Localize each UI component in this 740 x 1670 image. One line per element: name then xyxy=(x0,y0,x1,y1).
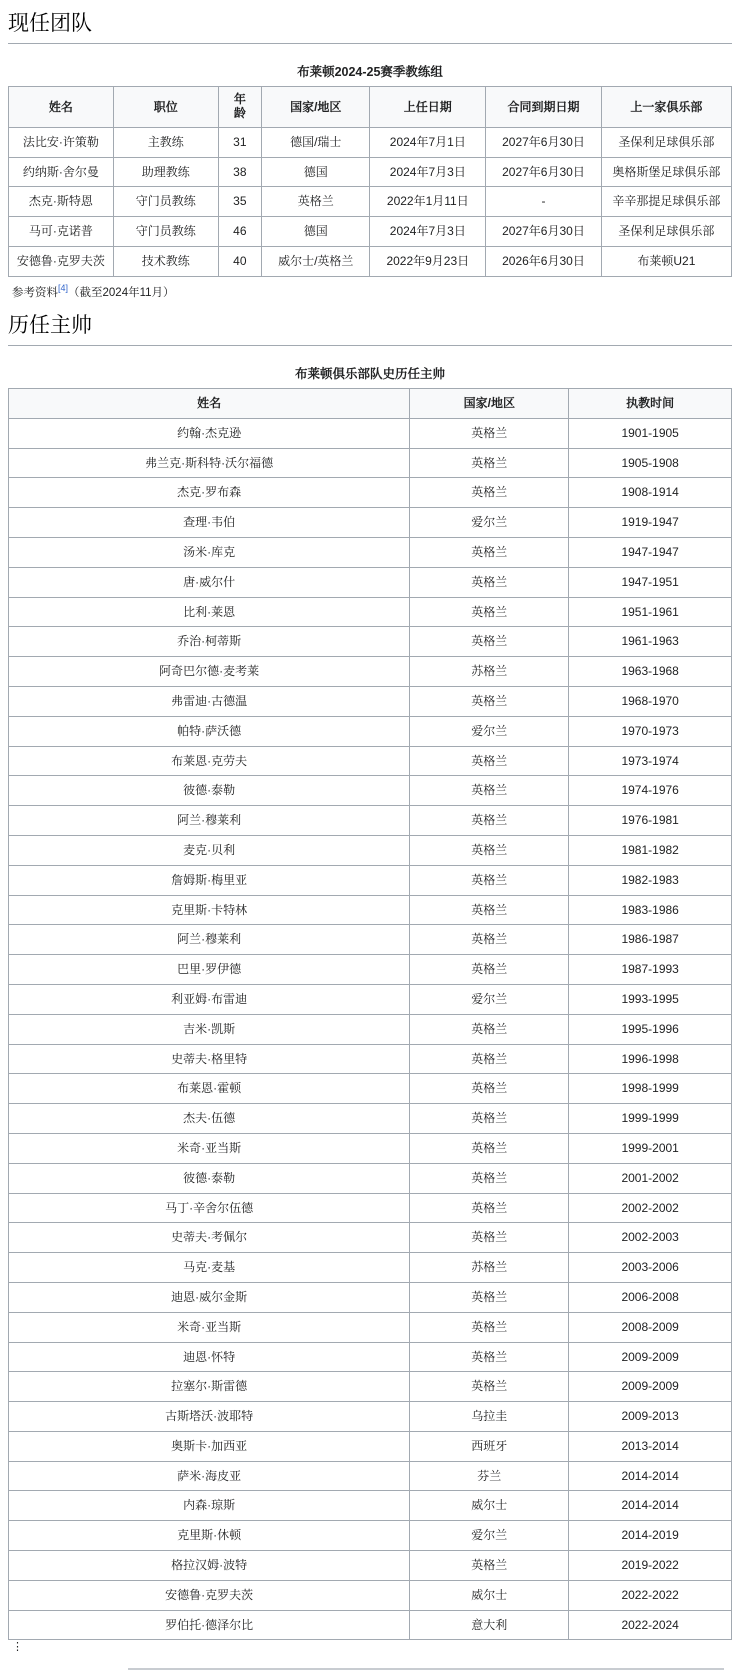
staff-nation: 德国 xyxy=(262,217,370,247)
staff-age: 35 xyxy=(218,187,261,217)
manager-nation: 英格兰 xyxy=(410,1074,569,1104)
staff-contract-end: 2027年6月30日 xyxy=(486,217,602,247)
table-row xyxy=(9,1521,732,1551)
manager-name: 比利·莱恩 xyxy=(9,597,410,627)
manager-name: 弗雷迪·古德温 xyxy=(9,686,410,716)
staff-role: 技术教练 xyxy=(113,247,218,277)
reference-link[interactable]: [4] xyxy=(58,282,69,293)
staff-contract-end: 2026年6月30日 xyxy=(486,247,602,277)
staff-contract-end: 2027年6月30日 xyxy=(486,127,602,157)
manager-years: 1968-1970 xyxy=(569,686,732,716)
staff-previous-club: 圣保利足球俱乐部 xyxy=(601,217,731,247)
manager-years: 2002-2002 xyxy=(569,1193,732,1223)
manager-years: 2022-2022 xyxy=(569,1580,732,1610)
former-managers-table-block xyxy=(8,360,732,1640)
column-header-manager-nation: 国家/地区 xyxy=(410,389,569,419)
staff-start-date: 2024年7月1日 xyxy=(370,127,486,157)
staff-age: 31 xyxy=(218,127,261,157)
staff-start-date: 2024年7月3日 xyxy=(370,157,486,187)
manager-years: 1974-1976 xyxy=(569,776,732,806)
table-row xyxy=(9,1491,732,1521)
manager-name: 巴里·罗伊德 xyxy=(9,955,410,985)
manager-name: 史蒂夫·考佩尔 xyxy=(9,1223,410,1253)
staff-start-date: 2024年7月3日 xyxy=(370,217,486,247)
manager-name: 马丁·辛舍尔伍德 xyxy=(9,1193,410,1223)
table-row xyxy=(9,1014,732,1044)
manager-nation: 苏格兰 xyxy=(410,1253,569,1283)
table-row xyxy=(9,806,732,836)
manager-nation: 西班牙 xyxy=(410,1431,569,1461)
staff-previous-club: 圣保利足球俱乐部 xyxy=(601,127,731,157)
table-row xyxy=(9,1461,732,1491)
table-row xyxy=(9,686,732,716)
manager-name: 阿奇巴尔德·麦考莱 xyxy=(9,657,410,687)
table-row xyxy=(9,1074,732,1104)
manager-nation: 爱尔兰 xyxy=(410,984,569,1014)
manager-nation: 英格兰 xyxy=(410,746,569,776)
manager-name: 安德鲁·克罗夫茨 xyxy=(9,1580,410,1610)
table-row xyxy=(9,418,732,448)
column-header-role: 职位 xyxy=(113,87,218,128)
manager-years: 1947-1951 xyxy=(569,567,732,597)
manager-nation: 爱尔兰 xyxy=(410,508,569,538)
manager-nation: 英格兰 xyxy=(410,1193,569,1223)
column-header-manager-years: 执教时间 xyxy=(569,389,732,419)
manager-name: 萨米·海皮亚 xyxy=(9,1461,410,1491)
manager-years: 2008-2009 xyxy=(569,1312,732,1342)
staff-role: 守门员教练 xyxy=(113,217,218,247)
table-row xyxy=(9,746,732,776)
staff-previous-club: 辛辛那提足球俱乐部 xyxy=(601,187,731,217)
staff-age: 40 xyxy=(218,247,261,277)
manager-nation: 英格兰 xyxy=(410,597,569,627)
manager-years: 1976-1981 xyxy=(569,806,732,836)
staff-start-date: 2022年1月11日 xyxy=(370,187,486,217)
table-row xyxy=(9,1282,732,1312)
manager-years: 1999-1999 xyxy=(569,1104,732,1134)
manager-name: 古斯塔沃·波耶特 xyxy=(9,1402,410,1432)
table-header-row xyxy=(9,87,732,128)
table-row xyxy=(9,1402,732,1432)
manager-nation: 英格兰 xyxy=(410,1014,569,1044)
manager-name: 查理·韦伯 xyxy=(9,508,410,538)
staff-name: 法比安·许策勒 xyxy=(9,127,114,157)
current-staff-table xyxy=(8,86,732,277)
table-row xyxy=(9,567,732,597)
manager-years: 2022-2024 xyxy=(569,1610,732,1640)
manager-years: 1981-1982 xyxy=(569,835,732,865)
manager-name: 汤米·库克 xyxy=(9,537,410,567)
column-header-age xyxy=(218,87,261,128)
manager-years: 1905-1908 xyxy=(569,448,732,478)
former-managers-table-body xyxy=(9,418,732,1640)
manager-years: 2019-2022 xyxy=(569,1551,732,1581)
manager-name: 利亚姆·布雷迪 xyxy=(9,984,410,1014)
reference-date: （截至2024年11月） xyxy=(68,286,175,299)
manager-years: 1963-1968 xyxy=(569,657,732,687)
manager-years: 2014-2019 xyxy=(569,1521,732,1551)
table-row xyxy=(9,955,732,985)
manager-name: 格拉汉姆·波特 xyxy=(9,1551,410,1581)
manager-name: 布莱恩·克劳夫 xyxy=(9,746,410,776)
manager-name: 内森·琼斯 xyxy=(9,1491,410,1521)
table-row xyxy=(9,1163,732,1193)
table-row xyxy=(9,1610,732,1640)
manager-name: 阿兰·穆莱利 xyxy=(9,925,410,955)
staff-role: 助理教练 xyxy=(113,157,218,187)
staff-previous-club: 奥格斯堡足球俱乐部 xyxy=(601,157,731,187)
staff-contract-end: 2027年6月30日 xyxy=(486,157,602,187)
table-row xyxy=(9,627,732,657)
current-staff-table-block xyxy=(8,58,732,301)
manager-years: 1961-1963 xyxy=(569,627,732,657)
manager-name: 彼德·泰勒 xyxy=(9,1163,410,1193)
manager-years: 1973-1974 xyxy=(569,746,732,776)
manager-nation: 英格兰 xyxy=(410,925,569,955)
table-row xyxy=(9,1044,732,1074)
manager-nation: 英格兰 xyxy=(410,1551,569,1581)
manager-years: 2002-2003 xyxy=(569,1223,732,1253)
manager-years: 1908-1914 xyxy=(569,478,732,508)
manager-name: 奥斯卡·加西亚 xyxy=(9,1431,410,1461)
table-row xyxy=(9,537,732,567)
manager-name: 克里斯·卡特林 xyxy=(9,895,410,925)
table-row xyxy=(9,1312,732,1342)
manager-nation: 英格兰 xyxy=(410,1342,569,1372)
manager-nation: 意大利 xyxy=(410,1610,569,1640)
manager-nation: 英格兰 xyxy=(410,895,569,925)
manager-nation: 英格兰 xyxy=(410,1163,569,1193)
manager-name: 米奇·亚当斯 xyxy=(9,1312,410,1342)
manager-nation: 英格兰 xyxy=(410,1312,569,1342)
manager-years: 2003-2006 xyxy=(569,1253,732,1283)
manager-name: 杰克·罗布森 xyxy=(9,478,410,508)
staff-previous-club: 布莱顿U21 xyxy=(601,247,731,277)
manager-nation: 英格兰 xyxy=(410,448,569,478)
manager-nation: 威尔士 xyxy=(410,1491,569,1521)
manager-years: 1998-1999 xyxy=(569,1074,732,1104)
staff-name: 约纳斯·舍尔曼 xyxy=(9,157,114,187)
column-header-manager-name: 姓名 xyxy=(9,389,410,419)
manager-years: 1951-1961 xyxy=(569,597,732,627)
reference-label: 参考资料 xyxy=(12,286,58,299)
table-row xyxy=(9,1253,732,1283)
manager-years: 1995-1996 xyxy=(569,1014,732,1044)
manager-nation: 英格兰 xyxy=(410,1223,569,1253)
manager-name: 吉米·凯斯 xyxy=(9,1014,410,1044)
manager-name: 史蒂夫·格里特 xyxy=(9,1044,410,1074)
manager-name: 米奇·亚当斯 xyxy=(9,1133,410,1163)
manager-nation: 苏格兰 xyxy=(410,657,569,687)
staff-age: 38 xyxy=(218,157,261,187)
manager-nation: 乌拉圭 xyxy=(410,1402,569,1432)
table-row xyxy=(9,1342,732,1372)
staff-nation: 英格兰 xyxy=(262,187,370,217)
manager-name: 帕特·萨沃德 xyxy=(9,716,410,746)
column-header-previous-club: 上一家俱乐部 xyxy=(601,87,731,128)
manager-years: 1901-1905 xyxy=(569,418,732,448)
table-row xyxy=(9,127,732,157)
manager-name: 迪恩·怀特 xyxy=(9,1342,410,1372)
manager-nation: 英格兰 xyxy=(410,1372,569,1402)
manager-nation: 英格兰 xyxy=(410,567,569,597)
table-row xyxy=(9,835,732,865)
manager-nation: 英格兰 xyxy=(410,1282,569,1312)
page-bottom-strip xyxy=(8,1640,732,1670)
truncation-indicator: ⋮ xyxy=(12,1641,23,1654)
table-row xyxy=(9,187,732,217)
manager-name: 约翰·杰克逊 xyxy=(9,418,410,448)
manager-nation: 爱尔兰 xyxy=(410,716,569,746)
former-managers-table-caption: 布莱顿俱乐部队史历任主帅 xyxy=(294,367,445,381)
manager-years: 2009-2013 xyxy=(569,1402,732,1432)
table-row xyxy=(9,247,732,277)
manager-years: 1999-2001 xyxy=(569,1133,732,1163)
table-row xyxy=(9,1223,732,1253)
manager-years: 1996-1998 xyxy=(569,1044,732,1074)
staff-age: 46 xyxy=(218,217,261,247)
table-row xyxy=(9,657,732,687)
manager-name: 弗兰克·斯科特·沃尔福德 xyxy=(9,448,410,478)
manager-nation: 英格兰 xyxy=(410,1044,569,1074)
column-header-age-line2: 龄 xyxy=(233,106,246,121)
manager-name: 罗伯托·德泽尔比 xyxy=(9,1610,410,1640)
manager-nation: 爱尔兰 xyxy=(410,1521,569,1551)
table-row xyxy=(9,1372,732,1402)
table-row xyxy=(9,1133,732,1163)
column-header-contract-end: 合同到期日期 xyxy=(486,87,602,128)
table-row xyxy=(9,716,732,746)
staff-role: 守门员教练 xyxy=(113,187,218,217)
table-row xyxy=(9,925,732,955)
manager-name: 詹姆斯·梅里亚 xyxy=(9,865,410,895)
manager-name: 彼德·泰勒 xyxy=(9,776,410,806)
manager-nation: 英格兰 xyxy=(410,418,569,448)
manager-nation: 英格兰 xyxy=(410,776,569,806)
former-managers-table xyxy=(8,388,732,1640)
table-row xyxy=(9,508,732,538)
manager-nation: 芬兰 xyxy=(410,1461,569,1491)
manager-name: 拉塞尔·斯雷德 xyxy=(9,1372,410,1402)
manager-nation: 英格兰 xyxy=(410,865,569,895)
table-row xyxy=(9,865,732,895)
manager-nation: 英格兰 xyxy=(410,537,569,567)
manager-name: 阿兰·穆莱利 xyxy=(9,806,410,836)
page-section-former-managers-title: 历任主帅 xyxy=(8,312,732,346)
manager-years: 2009-2009 xyxy=(569,1342,732,1372)
reference-note xyxy=(8,277,732,302)
manager-name: 乔治·柯蒂斯 xyxy=(9,627,410,657)
manager-years: 1919-1947 xyxy=(569,508,732,538)
manager-years: 2014-2014 xyxy=(569,1461,732,1491)
table-header-row xyxy=(9,389,732,419)
manager-years: 2013-2014 xyxy=(569,1431,732,1461)
manager-nation: 英格兰 xyxy=(410,806,569,836)
table-row xyxy=(9,1104,732,1134)
table-row xyxy=(9,478,732,508)
staff-name: 马可·克诺普 xyxy=(9,217,114,247)
staff-name: 安德鲁·克罗夫茨 xyxy=(9,247,114,277)
manager-nation: 英格兰 xyxy=(410,955,569,985)
manager-name: 马克·麦基 xyxy=(9,1253,410,1283)
table-row xyxy=(9,217,732,247)
manager-years: 1983-1986 xyxy=(569,895,732,925)
table-row xyxy=(9,448,732,478)
manager-name: 迪恩·威尔金斯 xyxy=(9,1282,410,1312)
manager-name: 克里斯·休顿 xyxy=(9,1521,410,1551)
manager-nation: 英格兰 xyxy=(410,686,569,716)
manager-name: 杰夫·伍德 xyxy=(9,1104,410,1134)
manager-years: 1987-1993 xyxy=(569,955,732,985)
manager-years: 1993-1995 xyxy=(569,984,732,1014)
staff-nation: 德国 xyxy=(262,157,370,187)
manager-years: 1986-1987 xyxy=(569,925,732,955)
column-header-age-line1: 年 xyxy=(233,92,246,107)
manager-nation: 英格兰 xyxy=(410,835,569,865)
table-row xyxy=(9,597,732,627)
manager-name: 唐·威尔什 xyxy=(9,567,410,597)
manager-nation: 英格兰 xyxy=(410,627,569,657)
manager-years: 1970-1973 xyxy=(569,716,732,746)
staff-contract-end: - xyxy=(486,187,602,217)
table-row xyxy=(9,1580,732,1610)
manager-nation: 英格兰 xyxy=(410,478,569,508)
manager-years: 2006-2008 xyxy=(569,1282,732,1312)
manager-nation: 英格兰 xyxy=(410,1133,569,1163)
manager-years: 2001-2002 xyxy=(569,1163,732,1193)
staff-nation: 威尔士/英格兰 xyxy=(262,247,370,277)
table-row xyxy=(9,895,732,925)
column-header-start-date: 上任日期 xyxy=(370,87,486,128)
manager-years: 2009-2009 xyxy=(569,1372,732,1402)
manager-years: 1947-1947 xyxy=(569,537,732,567)
manager-name: 布莱恩·霍顿 xyxy=(9,1074,410,1104)
manager-nation: 威尔士 xyxy=(410,1580,569,1610)
article-body xyxy=(0,10,740,1670)
staff-role: 主教练 xyxy=(113,127,218,157)
manager-years: 1982-1983 xyxy=(569,865,732,895)
table-row xyxy=(9,1431,732,1461)
table-row xyxy=(9,776,732,806)
staff-nation: 德国/瑞士 xyxy=(262,127,370,157)
table-row xyxy=(9,984,732,1014)
reference-marker[interactable] xyxy=(58,283,68,293)
current-staff-table-caption: 布莱顿2024-25赛季教练组 xyxy=(297,65,443,80)
staff-name: 杰克·斯特恩 xyxy=(9,187,114,217)
manager-nation: 英格兰 xyxy=(410,1104,569,1134)
page-section-current-staff-title: 现任团队 xyxy=(8,10,732,44)
table-row xyxy=(9,157,732,187)
table-row xyxy=(9,1551,732,1581)
manager-years: 2014-2014 xyxy=(569,1491,732,1521)
table-row xyxy=(9,1193,732,1223)
column-header-nation: 国家/地区 xyxy=(262,87,370,128)
column-header-name: 姓名 xyxy=(9,87,114,128)
manager-name: 麦克·贝利 xyxy=(9,835,410,865)
staff-start-date: 2022年9月23日 xyxy=(370,247,486,277)
